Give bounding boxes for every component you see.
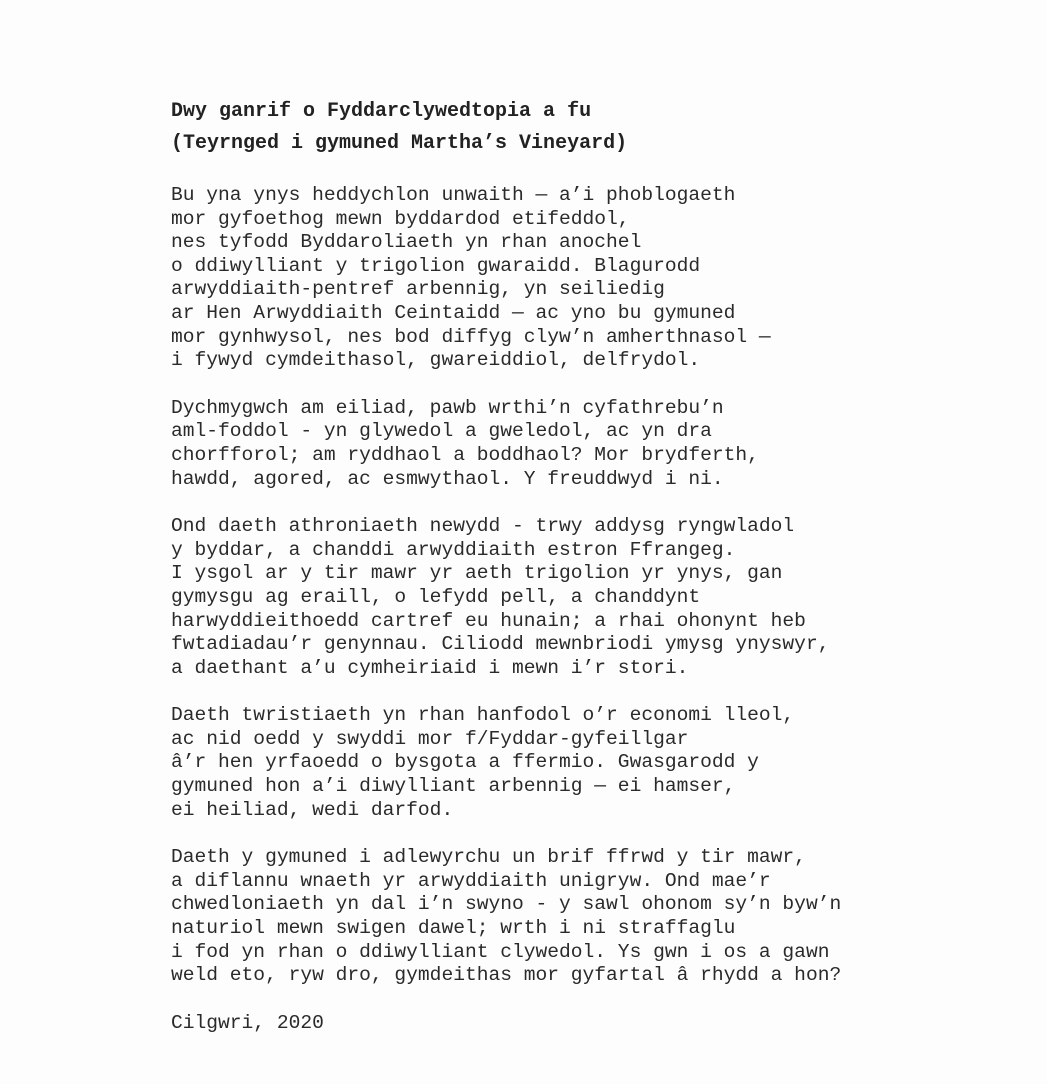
poem-line: fwtadiadau’r genynnau. Ciliodd mewnbriodi ymysg ynyswyr, [171,633,830,656]
poem-line: Ond daeth athroniaeth newydd - trwy addysg ryngwladol [171,515,795,538]
poem-line: nes tyfodd Byddaroliaeth yn rhan anochel [171,231,642,254]
stanza-1 [171,184,1031,373]
poem-line: mor gyfoethog mewn byddardod etifeddol, [171,207,630,230]
stanza-3 [171,515,1031,680]
poem-title-line-1: Dwy ganrif o Fyddarclywedtopia a fu [171,100,592,123]
poem-line: aml-foddol - yn glywedol a gweledol, ac yn dra [171,420,712,443]
poem-line: a diflannu wnaeth yr arwyddiaith unigryw. Ond mae’r [171,869,771,892]
poem [171,96,1031,1035]
poem-line: â’r hen yrfaoedd o bysgota a ffermio. Gwasgarodd y [171,751,759,774]
poem-title-line-2: (Teyrnged i gymuned Martha’s Vineyard) [171,132,628,155]
poem-line: ei heiliad, wedi darfod. [171,798,454,821]
poem-line: i fywyd cymdeithasol, gwareiddiol, delfrydol. [171,349,701,372]
poem-line: ar Hen Arwyddiaith Ceintaidd — ac yno bu gymuned [171,301,736,324]
poem-signature: Cilgwri, 2020 [171,1011,324,1034]
poem-line: Dychmygwch am eiliad, pawb wrthi’n cyfathrebu’n [171,396,724,419]
stanza-5 [171,846,1031,988]
poem-title [171,96,1031,160]
poem-line: gymuned hon a’i diwylliant arbennig — ei hamser, [171,775,736,798]
poem-line: Daeth y gymuned i adlewyrchu un brif ffrwd y tir mawr, [171,846,806,869]
stanza-4 [171,704,1031,822]
poem-line: chorfforol; am ryddhaol a boddhaol? Mor brydferth, [171,443,759,466]
poem-line: chwedloniaeth yn dal i’n swyno - y sawl ohonom sy’n byw’n [171,893,842,916]
poem-line: gymysgu ag eraill, o lefydd pell, a chanddynt [171,585,701,608]
poem-line: hawdd, agored, ac esmwythaol. Y freuddwyd i ni. [171,467,724,490]
poem-line: o ddiwylliant y trigolion gwaraidd. Blagurodd [171,254,701,277]
poem-line: Bu yna ynys heddychlon unwaith — a’i phoblogaeth [171,184,736,206]
poem-line: Daeth twristiaeth yn rhan hanfodol o’r economi lleol, [171,704,795,727]
poem-line: i fod yn rhan o ddiwylliant clywedol. Ys gwn i os a gawn [171,940,830,963]
poem-line: a daethant a’u cymheiriaid i mewn i’r stori. [171,656,689,679]
poem-line: ac nid oedd y swyddi mor f/Fyddar-gyfeillgar [171,727,689,750]
poem-line: harwyddieithoedd cartref eu hunain; a rhai ohonynt heb [171,609,806,632]
poem-line: naturiol mewn swigen dawel; wrth i ni straffaglu [171,917,736,940]
poem-line: y byddar, a chanddi arwyddiaith estron Ffrangeg. [171,538,736,561]
poem-body [171,184,1031,988]
poem-line: mor gynhwysol, nes bod diffyg clyw’n amherthnasol — [171,325,771,348]
poem-line: I ysgol ar y tir mawr yr aeth trigolion yr ynys, gan [171,562,783,585]
poem-line: weld eto, ryw dro, gymdeithas mor gyfartal â rhydd a hon? [171,964,842,987]
stanza-2 [171,397,1031,491]
poem-line: arwyddiaith-pentref arbennig, yn seiliedig [171,278,665,301]
